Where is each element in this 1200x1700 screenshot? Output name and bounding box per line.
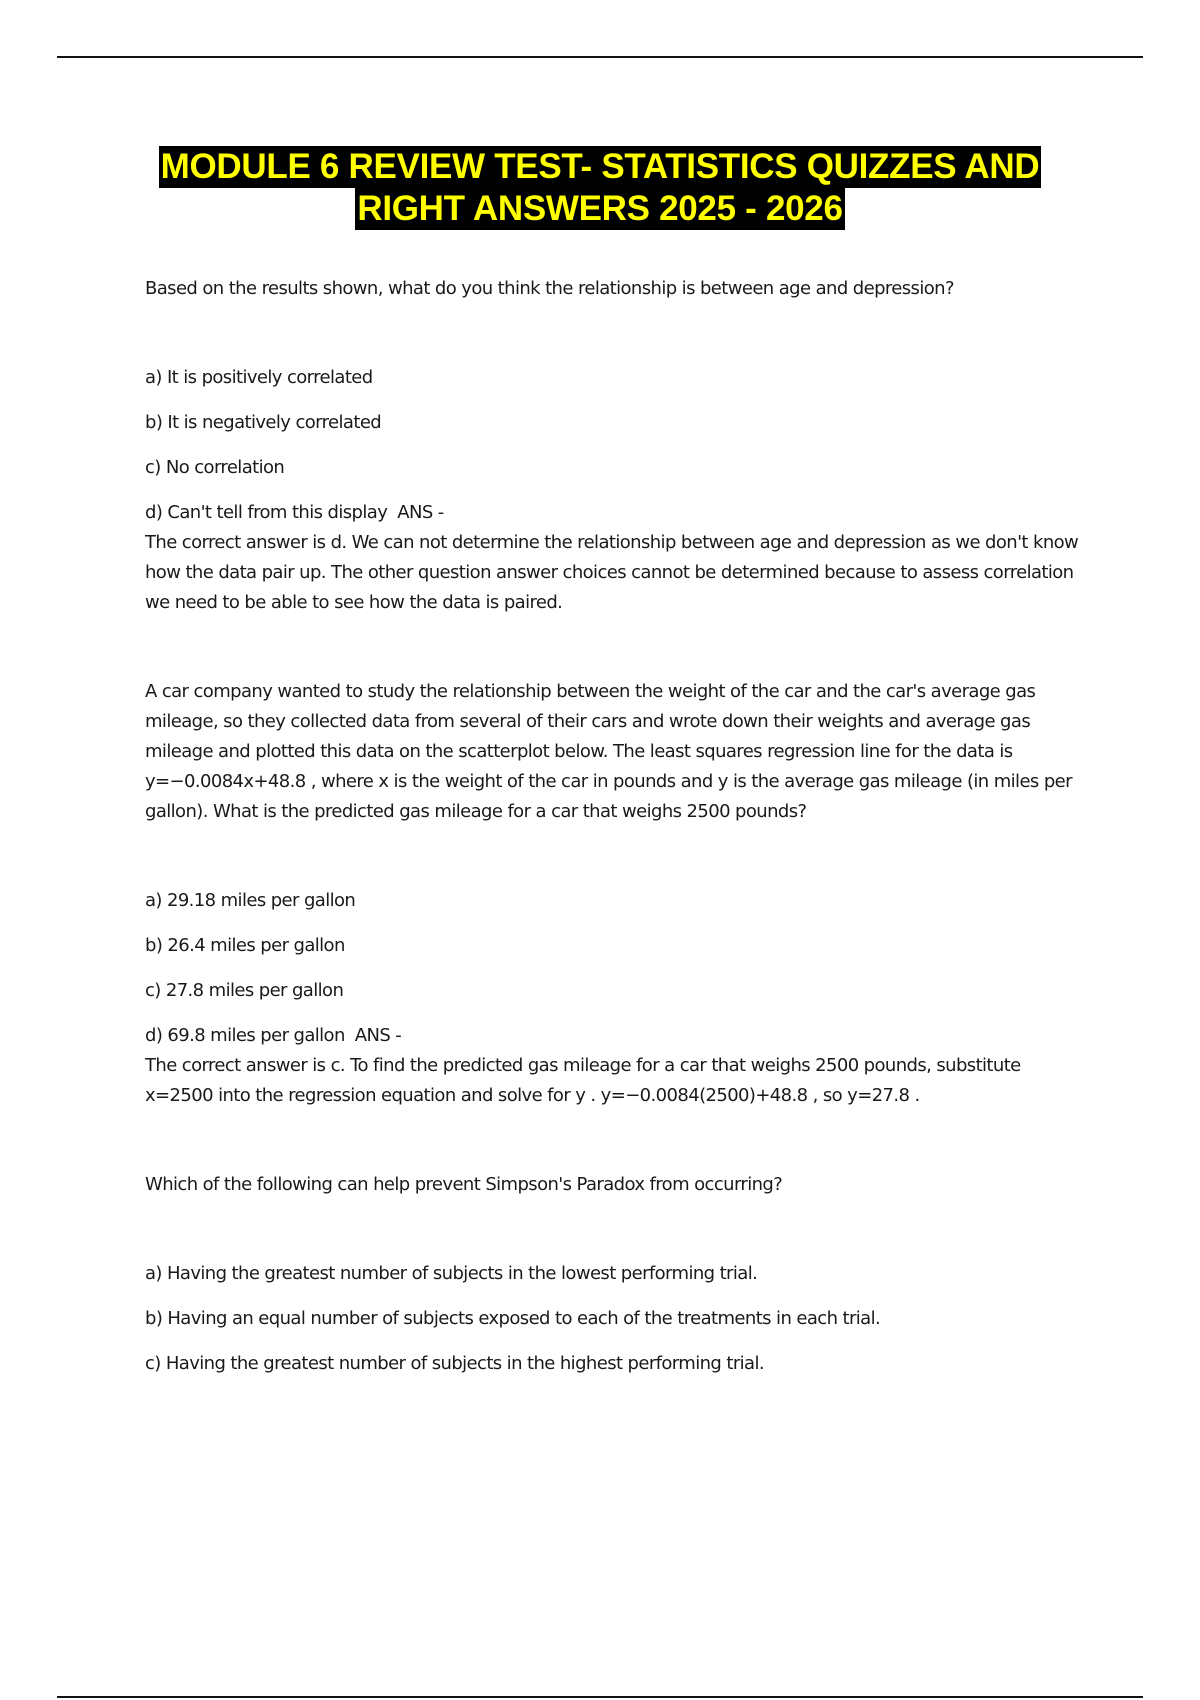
option-label: d) Can't tell from this display [145, 502, 388, 523]
option-label: b) Having an equal number of subjects exposed to each of the treatments in each trial. [145, 1308, 881, 1329]
document-body [145, 274, 1090, 1379]
option-label: d) 69.8 miles per gallon [145, 1025, 345, 1046]
document-title [0, 146, 1200, 230]
question-block-1 [145, 274, 1090, 618]
title-line-1: MODULE 6 REVIEW TEST- STATISTICS QUIZZES AND [160, 147, 1040, 186]
option-label: a) 29.18 miles per gallon [145, 890, 356, 911]
question-block-2 [145, 677, 1090, 1111]
header-rule [57, 56, 1143, 58]
answer-label: ANS - [354, 1025, 402, 1046]
title-line-2: RIGHT ANSWERS 2025 - 2026 [357, 189, 843, 228]
answer-options [145, 886, 1090, 1051]
option-label: c) Having the greatest number of subjects in the highest performing trial. [145, 1353, 764, 1374]
option-a [145, 886, 1090, 916]
answer-label: ANS - [397, 502, 444, 523]
question-text: Based on the results shown, what do you think the relationship is between age and depression? [145, 278, 954, 299]
question-text: A car company wanted to study the relationship between the weight of the car and the car's average gas mileage, so they collected data from several of their cars and wrote down their weights and average gas mileage and plotted this data on the scatterplot below. The least squares regression line for the data is y=−0.0084x+48.8 , where x is the weight of the car in pounds and y is the average gas mileage (in miles per gallon). What is the predicted gas mileage for a car that weighs 2500 pounds? [145, 681, 1072, 822]
option-a [145, 1259, 1090, 1289]
option-label: c) No correlation [145, 457, 285, 478]
option-b [145, 931, 1090, 961]
option-b [145, 1304, 1090, 1334]
option-label: b) 26.4 miles per gallon [145, 935, 345, 956]
option-c [145, 453, 1090, 483]
answer-options [145, 1259, 1090, 1379]
option-label: a) Having the greatest number of subjects in the lowest performing trial. [145, 1263, 758, 1284]
option-d [145, 498, 1090, 528]
answer-options [145, 363, 1090, 528]
option-c [145, 976, 1090, 1006]
option-d [145, 1021, 1090, 1051]
answer-explanation: The correct answer is d. We can not determine the relationship between age and depression as we don't know how the data pair up. The other question answer choices cannot be determined because to assess correlation we need to be able to see how the data is paired. [145, 532, 1079, 613]
option-c [145, 1349, 1090, 1379]
answer-explanation: The correct answer is c. To find the predicted gas mileage for a car that weighs 2500 pounds, substitute x=2500 into the regression equation and solve for y . y=−0.0084(2500)+48.8 , so y=27.8 . [145, 1055, 1021, 1106]
question-block-3 [145, 1170, 1090, 1379]
option-b [145, 408, 1090, 438]
section-gap [145, 1111, 1090, 1170]
option-label: a) It is positively correlated [145, 367, 373, 388]
option-label: b) It is negatively correlated [145, 412, 382, 433]
option-a [145, 363, 1090, 393]
question-text: Which of the following can help prevent Simpson's Paradox from occurring? [145, 1174, 783, 1195]
section-gap [145, 618, 1090, 677]
option-label: c) 27.8 miles per gallon [145, 980, 344, 1001]
footer-rule [57, 1696, 1143, 1698]
